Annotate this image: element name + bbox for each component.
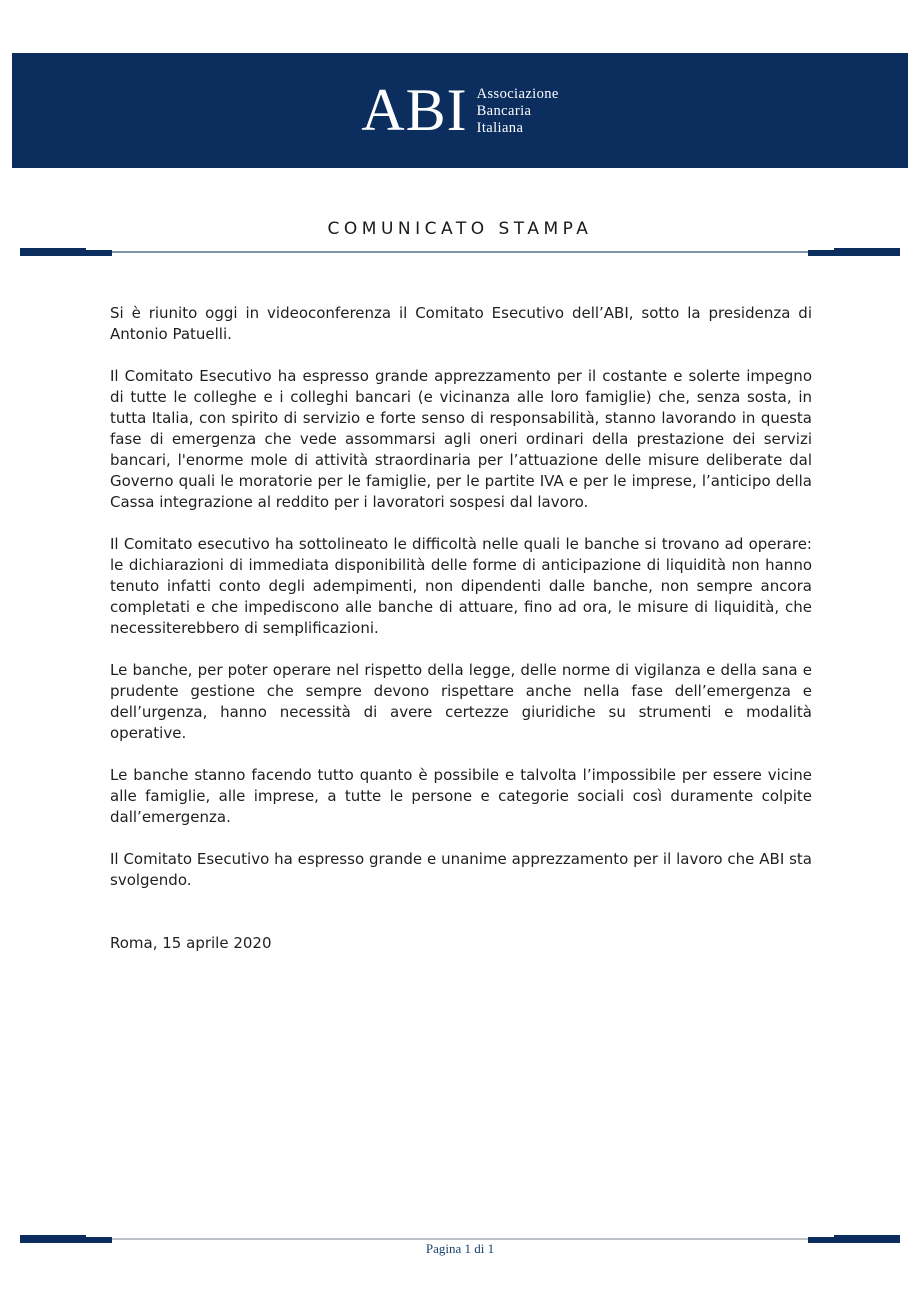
title-divider-right-bar-step [808, 250, 834, 256]
abi-org-line-2: Bancaria [476, 103, 532, 119]
title-divider-left-bar [20, 248, 86, 256]
abi-org-name [477, 84, 559, 137]
footer-divider-line [20, 1238, 900, 1240]
title-divider-left-bar-step [86, 250, 112, 256]
title-divider [12, 247, 908, 257]
header-band [12, 53, 908, 168]
title-divider-line [20, 251, 900, 253]
paragraph-4: Le banche, per poter operare nel rispetto della legge, delle norme di vigilanza e della sana e prudente gestione che sempre devono rispettare anche nella fase dell’emergenza e dell’urgenza, hanno necessità di avere certezze giuridiche su strumenti e modalità operative. [110, 661, 812, 742]
press-release-title: COMUNICATO STAMPA [327, 219, 593, 239]
abi-org-line-3: Italiana [476, 120, 524, 136]
paragraph-5: Le banche stanno facendo tutto quanto è possibile e talvolta l’impossibile per essere vicine alle famiglie, alle imprese, a tutte le persone e categorie sociali così duramente colpite dall’emergenza. [110, 766, 812, 826]
abi-org-line-1: Associazione [476, 86, 559, 102]
page-number: Pagina 1 di 1 [425, 1241, 495, 1256]
paragraph-1: Si è riunito oggi in videoconferenza il Comitato Esecutivo dell’ABI, sotto la presidenza di Antonio Patuelli. [110, 304, 812, 343]
paragraph-6: Il Comitato Esecutivo ha espresso grande e unanime apprezzamento per il lavoro che ABI sta svolgendo. [110, 850, 812, 889]
date-line: Roma, 15 aprile 2020 [110, 934, 272, 952]
abi-wordmark: ABI [361, 77, 468, 143]
abi-logo [361, 77, 559, 143]
paragraph-2: Il Comitato Esecutivo ha espresso grande apprezzamento per il costante e solerte impegno di tutte le colleghe e i colleghi bancari (e vicinanza alle loro famiglie) che, senza sosta, in tutta Italia, con spirito di servizio e forte senso di responsabilità, stanno lavorando in questa fase di emergenza che vede assommarsi agli oneri ordinari della prestazione dei servizi bancari, l'enorme mole di attività straordinaria per l’attuazione delle misure deliberate dal Governo quali le moratorie per le famiglie, per le partite IVA e per le imprese, l’anticipo della Cassa integrazione al reddito per i lavoratori sospesi dal lavoro. [110, 367, 812, 511]
title-divider-right-bar [834, 248, 900, 256]
press-release-body [110, 303, 812, 975]
paragraph-3: Il Comitato esecutivo ha sottolineato le difficoltà nelle quali le banche si trovano ad operare: le dichiarazioni di immediata disponibilità delle forme di anticipazione di liquidità non hanno tenuto infatti conto degli adempimenti, non dipendenti dalle banche, non sempre ancora completati e che impediscono alle banche di attuare, fino ad ora, le misure di liquidità, che necessiterebbero di semplificazioni. [110, 535, 812, 637]
